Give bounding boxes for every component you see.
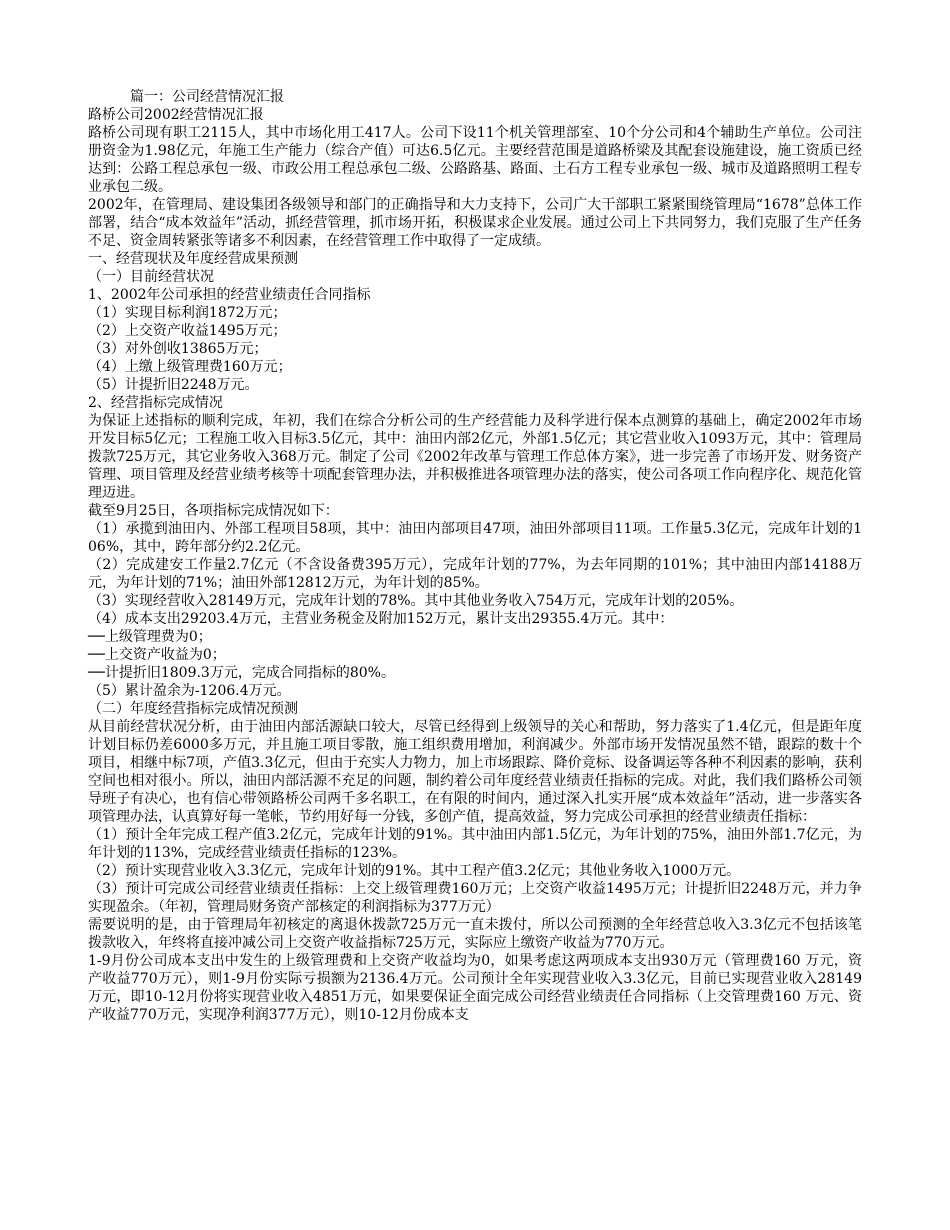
target-item-4: （4）上缴上级管理费160万元； (88, 359, 292, 375)
paragraph-2002-summary: 2002年，在管理局、建设集团各级领导和部门的正确指导和大力支持下，公司广大干部职工紧紧围绕管理局“1678”总体工作部署，结合“成本效益年”活动，抓经营管理，抓市场开拓，积极谋求企业发展。通过公司上下共同努力，我们克服了生产任务不足、资金周转紧张等诸多不利因素，在经营管理工作中取得了一定成绩。 (88, 197, 862, 249)
heading-annual-forecast: （二）年度经营指标完成情况预测 (88, 701, 298, 717)
forecast-item-2: （2）预计实现营业收入3.3亿元，完成年计划的91%。其中工程产值3.2亿元；其他业务收入1000万元。 (88, 863, 741, 879)
sub-item-depreciation: ──计提折旧1809.3万元，完成合同指标的80%。 (88, 665, 395, 681)
report-title: 路桥公司2002经营情况汇报 (88, 107, 264, 123)
forecast-item-3: （3）预计可完成公司经营业绩责任指标：上交上级管理费160万元；上交资产收益1495万元；计提折旧2248万元，并力争实现盈余。（年初，管理局财务资产部核定的利润指标为377万元） (88, 881, 862, 915)
target-item-2: （2）上交资产收益1495万元； (88, 323, 287, 339)
target-item-5: （5）计提折旧2248万元。 (88, 377, 259, 393)
heading-completion-status: 2、经营指标完成情况 (88, 395, 223, 411)
target-item-3: （3）对外创收13865万元； (88, 341, 268, 357)
paragraph-forecast-analysis: 从目前经营状况分析，由于油田内部活源缺口较大，尽管已经得到上级领导的关心和帮助，努力落实了1.4亿元，但是距年度计划目标仍差6000多万元，并且施工项目零散，施工组织费用增加，利润减少。外部市场开发情况虽然不错，跟踪的数十个项目，相继中标7项，产值3.3亿元，但由于充实人力物力，加上市场跟踪、降价竞标、设备调运等各种不利因素的影响，获利空间也相对很小。所以，油田内部活源不充足的问题，制约着公司年度经营业绩责任指标的完成。对此，我们我们路桥公司领导班子有决心，也有信心带领路桥公司两千多名职工，在有限的时间内，通过深入扎实开展“成本效益年”活动，进一步落实各项管理办法，认真算好每一笔帐，节约用好每一分钱，多创产值，提高效益，努力完成公司承担的经营业绩责任指标： (88, 719, 862, 825)
heading-current-status: （一）目前经营状况 (88, 269, 214, 285)
completion-item-4: （4）成本支出29203.4万元，主营业务税金及附加152万元，累计支出29355.4万元。其中： (88, 611, 674, 627)
paragraph-company-overview: 路桥公司现有职工2115人，其中市场化用工417人。公司下设11个机关管理部室、10个分公司和4个辅助生产单位。公司注册资金为1.98亿元，年施工生产能力（综合产值）可达6.5亿元。主要经营范围是道路桥梁及其配套设施建设，施工资质已经达到：公路工程总承包一级、市政公用工程总承包二级、公路路基、路面、土石方工程专业承包一级、城市及道路照明工程专业承包二级。 (88, 125, 862, 195)
sub-item-management-fee: ──上级管理费为0； (88, 629, 212, 645)
completion-item-2: （2）完成建安工作量2.7亿元（不含设备费395万元），完成年计划的77%，为去年同期的101%；其中油田内部14188万元，为年计划的71%；油田外部12812万元，为年计划的85%。 (88, 557, 862, 591)
section-title: 篇一：公司经营情况汇报 (130, 89, 284, 105)
paragraph-cost-analysis: 1-9月份公司成本支出中发生的上级管理费和上交资产收益均为0，如果考虑这两项成本支出930万元（管理费160 万元，资产收益770万元），则1-9月份实际亏损额为2136.4万元。公司预计全年实现营业收入3.3亿元，目前已实现营业收入28149万元，即10-12月份将实现营业收入4851万元，如果要保证全面完成公司经营业绩责任合同指标（上交管理费160 万元、资产收益770万元，实现净利润377万元），则10-12月份成本支 (88, 953, 862, 1023)
target-item-1: （1）实现目标利润1872万元； (88, 305, 287, 321)
sub-item-asset-income: ──上交资产收益为0； (88, 647, 226, 663)
paragraph-note: 需要说明的是，由于管理局年初核定的离退休拨款725万元一直未拨付，所以公司预测的全年经营总收入3.3亿元不包括该笔拨款收入，年终将直接冲减公司上交资产收益指标725万元，实际应上缴资产收益为770万元。 (88, 917, 862, 951)
paragraph-as-of-date: 截至9月25日，各项指标完成情况如下： (88, 503, 339, 519)
completion-item-5: （5）累计盈余为-1206.4万元。 (88, 683, 291, 699)
paragraph-annual-plan: 为保证上述指标的顺利完成，年初，我们在综合分析公司的生产经营能力及科学进行保本点测算的基础上，确定2002年市场开发目标5亿元；工程施工收入目标3.5亿元，其中：油田内部2亿元，外部1.5亿元；其它营业收入1093万元，其中：管理局拨款725万元，其它业务收入368万元。制定了公司《2002年改革与管理工作总体方案》，进一步完善了市场开发、财务资产管理、项目管理及经营业绩考核等十项配套管理办法，并积极推进各项管理办法的落实，使公司各项工作向程序化、规范化管理迈进。 (88, 413, 862, 501)
heading-contract-targets: 1、2002年公司承担的经营业绩责任合同指标 (88, 287, 371, 303)
heading-section-one: 一、经营现状及年度经营成果预测 (88, 251, 298, 267)
completion-item-3: （3）实现经营收入28149万元，完成年计划的78%。其中其他业务收入754万元，完成年计划的205%。 (88, 593, 744, 609)
completion-item-1: （1）承揽到油田内、外部工程项目58项，其中：油田内部项目47项，油田外部项目11项。工作量5.3亿元，完成年计划的106%，其中，跨年部分约2.2亿元。 (88, 521, 862, 555)
forecast-item-1: （1）预计全年完成工程产值3.2亿元，完成年计划的91%。其中油田内部1.5亿元，为年计划的75%，油田外部1.7亿元，为年计划的113%，完成经营业绩责任指标的123%。 (88, 827, 862, 861)
document-page (88, 88, 862, 1024)
